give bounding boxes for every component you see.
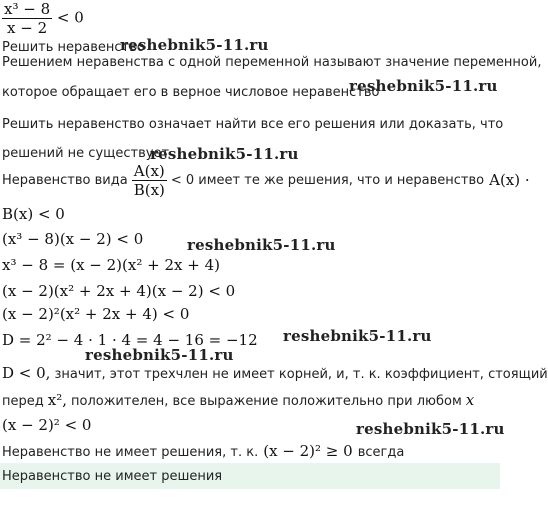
- conclusion-prefix: Неравенство не имеет решения, т. к.: [2, 445, 259, 460]
- rule-line-2: B(x) < 0: [2, 205, 65, 223]
- watermark: reshebnik5-11.ru: [187, 236, 336, 254]
- conclusion-math: (x − 2)² ≥ 0: [263, 442, 353, 460]
- discriminant-line2-suffix: положителен, все выражение положительно при любом: [71, 394, 462, 409]
- discriminant-note-line-1: [2, 364, 548, 382]
- step-4: (x − 2)²(x² + 2x + 4) < 0: [2, 305, 190, 323]
- problem-numerator: x³ − 8: [4, 0, 51, 18]
- step-1: (x³ − 8)(x − 2) < 0: [2, 230, 144, 248]
- answer-box: [0, 463, 500, 489]
- watermark: reshebnik5-11.ru: [85, 346, 234, 364]
- definition-line-1: Решением неравенства с одной переменной называют значение переменной,: [2, 55, 542, 70]
- problem-denominator: x − 2: [7, 19, 48, 37]
- solve-definition-line-2: решений не существует: [2, 146, 170, 161]
- discriminant-lead: D < 0,: [2, 364, 51, 382]
- discriminant-line2-prefix: перед: [2, 394, 44, 409]
- solve-definition-line-1: Решить неравенство означает найти все его решения или доказать, что: [2, 117, 504, 132]
- cut-off-text: Решить неравенство: [2, 40, 145, 55]
- reduced-inequality: (x − 2)² < 0: [2, 416, 92, 434]
- equivalence-rule: [2, 160, 530, 200]
- watermark: reshebnik5-11.ru: [283, 327, 432, 345]
- discriminant-text: значит, этот трехчлен не имеет корней, и, т. к. коэффициент, стоящий: [54, 367, 548, 382]
- step-3: (x − 2)(x² + 2x + 4)(x − 2) < 0: [2, 282, 236, 300]
- rule-fraction: [132, 162, 167, 199]
- rule-numerator: A(x): [132, 162, 167, 181]
- problem-fraction: [2, 0, 52, 37]
- discriminant-line2-math: x²,: [47, 391, 67, 409]
- rule-denominator: B(x): [133, 180, 165, 199]
- discriminant-note-line-2: [2, 391, 474, 409]
- answer-text: Неравенство не имеет решения: [2, 469, 223, 484]
- problem-inequality: [2, 0, 84, 37]
- conclusion: [2, 442, 404, 460]
- rule-prefix: Неравенство вида: [2, 172, 128, 188]
- watermark: reshebnik5-11.ru: [150, 145, 299, 163]
- watermark: reshebnik5-11.ru: [349, 77, 498, 95]
- problem-relation: < 0: [56, 8, 84, 27]
- step-2: x³ − 8 = (x − 2)(x² + 2x + 4): [2, 256, 220, 274]
- watermark: reshebnik5-11.ru: [356, 420, 505, 438]
- rule-middle: < 0 имеет те же решения, что и неравенство: [170, 172, 485, 188]
- conclusion-suffix: всегда: [357, 445, 405, 460]
- step-5: D = 2² − 4 · 1 · 4 = 4 − 16 = −12: [2, 331, 258, 349]
- watermark: reshebnik5-11.ru: [120, 36, 269, 54]
- rule-tail: A(x) ·: [489, 171, 530, 189]
- definition-line-2: которое обращает его в верное числовое неравенство: [2, 85, 380, 100]
- discriminant-line2-var: x: [465, 391, 475, 409]
